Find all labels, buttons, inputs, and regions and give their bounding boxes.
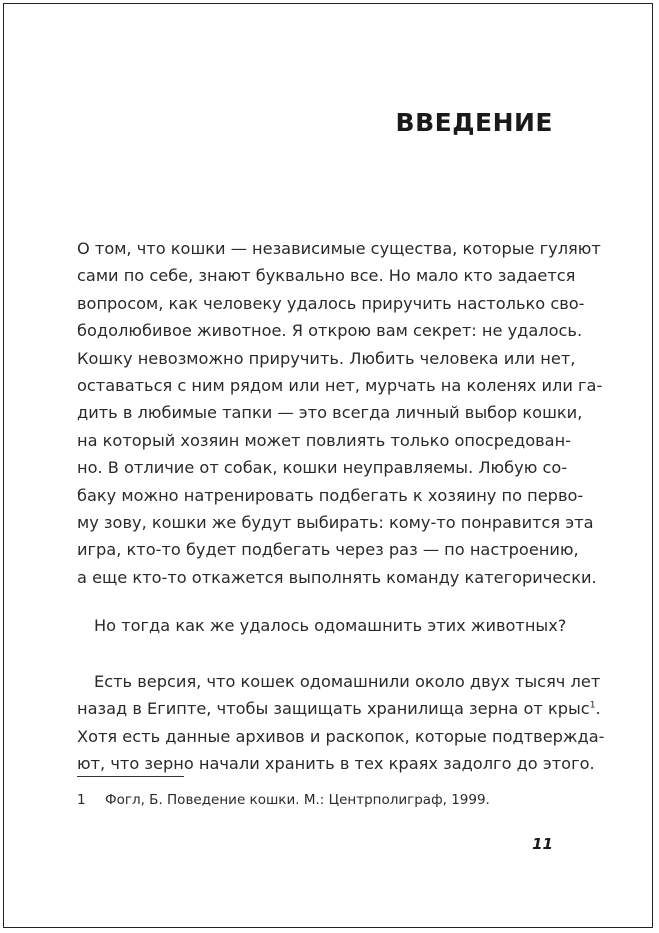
footnote-text: Фогл, Б. Поведение кошки. М.: Центрполиграф, 1999. (105, 792, 490, 808)
text-line: О том, что кошки — независимые существа, которые гуляют (77, 239, 601, 258)
text-line: игра, кто-то будет подбегать через раз — по настроению, (77, 540, 579, 560)
text-line: но. В отличие от собак, кошки неуправляемы. Любую со- (77, 458, 568, 478)
paragraph-intro (77, 235, 603, 591)
paragraph-question (77, 612, 567, 639)
text-line: назад в Египте, чтобы защищать хранилища зерна от крыс (77, 699, 590, 719)
text-line-with-footnote: назад в Египте, чтобы защищать хранилища зерна от крыс$^1$. (77, 699, 601, 719)
text-line: вопросом, как человеку удалось приручить настолько сво- (77, 293, 585, 313)
text-line: бодолюбивое животное. Я открою вам секрет: не удалось. (77, 321, 583, 341)
text-line: дить в любимые тапки — это всегда личный выбор кошки, (77, 403, 583, 423)
text-line: ют, что зерно начали хранить в тех краях задолго до этого. (77, 754, 595, 774)
text-line: на который хозяин может повлиять только опосредован- (77, 430, 571, 450)
footnote-divider (77, 776, 184, 777)
text-line: Но тогда как же удалось одомашнить этих животных? (94, 616, 567, 635)
text-line: оставаться с ним рядом или нет, мурчать на коленях или га- (77, 376, 603, 396)
text-line: Есть версия, что кошек одомашнили около двух тысяч лет (94, 672, 601, 691)
text-line: а еще кто-то откажется выполнять команду категорически. (77, 567, 597, 587)
text-line: сами по себе, знают буквально все. Но мало кто задается (77, 266, 576, 286)
text-line: Хотя есть данные архивов и раскопок, которые подтвержда- (77, 726, 605, 746)
chapter-title: ВВЕДЕНИЕ (395, 108, 553, 137)
text-line: Кошку невозможно приручить. Любить человека или нет, (77, 348, 576, 368)
text-line: му зову, кошки же будут выбирать: кому-то понравится эта (77, 513, 594, 533)
page-number: 11 (532, 835, 553, 853)
text-line: баку можно натренировать подбегать к хозяину по перво- (77, 485, 584, 505)
footnote-reference[interactable]: 1 (589, 701, 596, 712)
footnote-number: 1 (77, 792, 86, 808)
footnote (77, 792, 490, 808)
paragraph-version (77, 668, 605, 778)
